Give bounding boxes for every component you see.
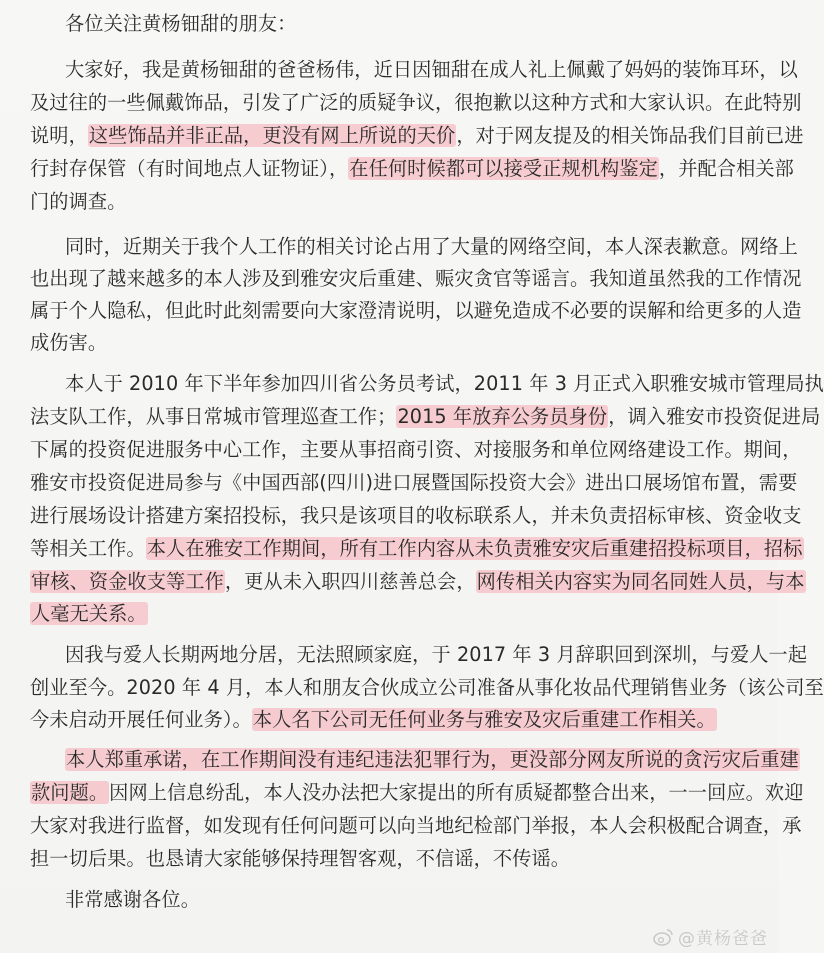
body-text: 成伤害。 (30, 331, 108, 354)
p1-line (30, 155, 794, 183)
body-text: 雅安市投资促进局参与《中国西部(四川)进口展暨国际投资大会》进出口展场馆布置，需要 (30, 471, 798, 494)
body-text: 门的调查。 (30, 190, 127, 213)
highlighted-text: 款问题。 (31, 781, 109, 804)
p1-line (30, 122, 804, 150)
p2-line (30, 297, 802, 325)
body-text: 进行展场设计搭建方案招投标，我只是该项目的收标联系人，并未负责招标审核、资金收支 (30, 504, 802, 527)
body-text: 因网上信息纷乱，本人没办法把大家提出的所有质疑都整合出来，一一回应。欢迎 (109, 781, 804, 804)
highlighted-text: 2015 年放弃公务员身份 (397, 405, 608, 428)
body-text: 本人于 2010 年下半年参加四川省公务员考试，2011 年 3 月正式入职雅安城市管理局执 (65, 372, 824, 395)
highlighted-text: 本人郑重承诺，在工作期间没有违纪违法犯罪行为，更没部分网友所说的贪污灾后重建 (66, 748, 799, 771)
greeting-line (65, 10, 296, 38)
body-text: 说明， (30, 124, 88, 147)
p5-line (30, 812, 802, 840)
body-text: ，调入雅安市投资促进局 (608, 405, 821, 428)
body-text: ，更从未入职四川慈善总会， (224, 570, 476, 593)
closing-line (65, 886, 200, 914)
highlighted-text: 本人在雅安工作期间，所有工作内容从未负责雅安灾后重建招投标项目，招标 (146, 537, 803, 560)
body-text: 创业至今。2020 年 4 月，本人和朋友合伙成立公司准备从事化妆品代理销售业务（该公司至 (30, 676, 824, 699)
p4-line (30, 706, 717, 734)
closing-text: 非常感谢各位。 (65, 888, 201, 911)
p5-line (30, 779, 804, 807)
p4-line (30, 674, 824, 702)
p3-line (30, 535, 804, 563)
body-text: 大家好，我是黄杨钿甜的爸爸杨伟，近日因钿甜在成人礼上佩戴了妈妈的装饰耳环，以 (65, 58, 798, 81)
p3-line (30, 436, 802, 464)
p3-line (30, 469, 797, 497)
body-text: 今未启动开展任何业务）。 (30, 708, 252, 731)
greeting-text: 各位关注黄杨钿甜的朋友： (65, 12, 297, 35)
p2-line (30, 329, 107, 357)
p5-line (65, 746, 800, 774)
body-text: 行封存保管（有时间地点人证物证）， (30, 157, 349, 180)
highlighted-text: 这些饰品并非正品，更没有网上所说的天价 (88, 124, 456, 147)
p2-line (65, 233, 798, 261)
highlighted-text: 本人名下公司无任何业务与雅安及灾后重建工作相关。 (252, 708, 716, 731)
p3-line (30, 502, 802, 530)
body-text: ，并配合相关部 (658, 157, 794, 180)
body-text: ，对于网友提及的相关饰品我们目前已进 (456, 124, 804, 147)
p3-line (65, 370, 824, 398)
p1-line (30, 188, 126, 216)
body-text: 及过往的一些佩戴饰品，引发了广泛的质疑争议，很抱歉以这种方式和大家认识。在此特别 (30, 91, 802, 114)
weibo-logo-icon (653, 928, 673, 946)
weibo-watermark (653, 924, 768, 949)
highlighted-text: 人毫无关系。 (31, 602, 147, 625)
p5-line (30, 845, 570, 873)
highlighted-text: 网传相关内容实为同名同姓人员，与本 (476, 570, 805, 593)
body-text: 下属的投资促进服务中心工作，主要从事招商引资、对接服务和单位网络建设工作。期间， (30, 438, 802, 461)
body-text: 大家对我进行监督，如发现有任何问题可以向当地纪检部门举报，本人会积极配合调查，承 (30, 814, 802, 837)
highlighted-text: 在任何时候都可以接受正规机构鉴定 (349, 157, 658, 180)
highlighted-text: 审核、资金收支等工作 (31, 570, 224, 593)
body-text: 同时，近期关于我个人工作的相关讨论占用了大量的网络空间，本人深表歉意。网络上 (65, 235, 798, 258)
body-text: 等相关工作。 (30, 537, 146, 560)
body-text: 法支队工作，从事日常城市管理巡查工作； (30, 405, 397, 428)
p4-line (65, 641, 807, 669)
body-text: 担一切后果。也恳请大家能够保持理智客观，不信谣，不传谣。 (30, 847, 571, 870)
p1-line (30, 89, 802, 117)
p2-line (30, 265, 802, 293)
body-text: 属于个人隐私，但此时此刻需要向大家澄清说明，以避免造成不必要的误解和给更多的人造 (30, 299, 802, 322)
p3-line (30, 403, 820, 431)
p3-line (30, 600, 148, 628)
body-text: 因我与爱人长期两地分居，无法照顾家庭，于 2017 年 3 月辞职回到深圳，与爱人一起 (65, 643, 808, 666)
watermark-text: @黄杨爸爸 (678, 929, 768, 949)
p1-line (65, 56, 798, 84)
body-text: 也出现了越来越多的本人涉及到雅安灾后重建、赈灾贪官等谣言。我知道虽然我的工作情况 (30, 267, 802, 290)
p3-line (30, 568, 806, 596)
